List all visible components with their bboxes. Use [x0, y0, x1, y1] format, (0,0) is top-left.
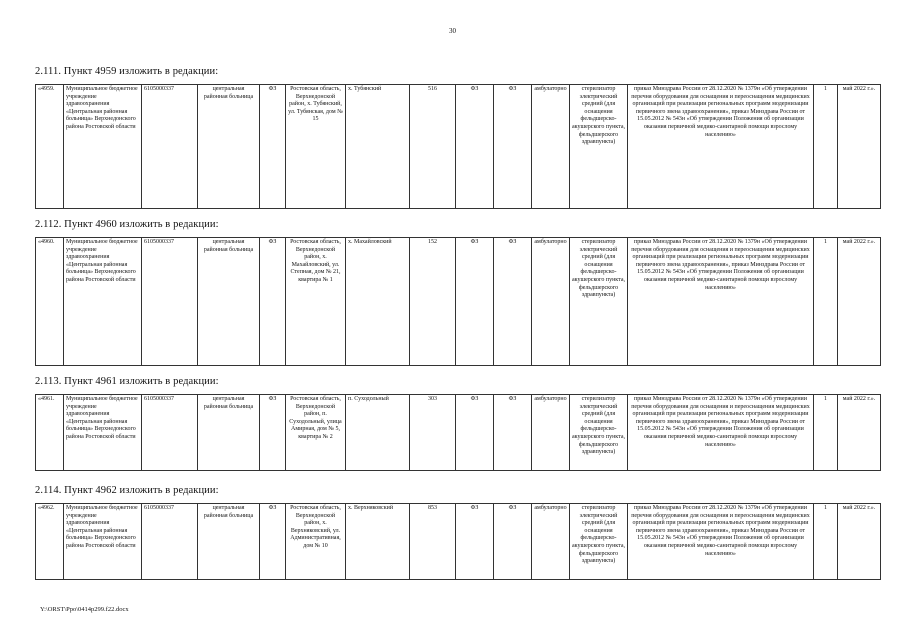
data-table	[35, 394, 881, 471]
order-reference: приказ Минздрава России от 28.12.2020 № 1379н «Об утверждении перечня оборудования для оснащения и переоснащения медицинских организаций при реализации региональных программ модернизации первичного звена здравоохранения», приказ Минздрава России от 15.05.2012 № 543н «Об утверждении Положения об организации оказания первичной медико-санитарной помощи взрослому населению»	[628, 85, 814, 209]
population-count: 853	[410, 504, 456, 580]
facility-type: центральная районная больница	[198, 504, 260, 580]
quantity-cell: 1	[814, 85, 838, 209]
care-type: амбулаторно	[532, 395, 570, 471]
inn-cell: 6105000337	[142, 85, 198, 209]
row-number: «4959.	[36, 85, 64, 209]
organization-name: Муниципальное бюджетное учреждение здравоохранения «Центральная районная больница» Верхнедонского района Ростовской области	[64, 395, 142, 471]
address-cell: Ростовская область, Верхнедонской район, х. Махайловский, ул. Степная, дом № 21, квартира № 1	[286, 238, 346, 366]
fz-cell: ФЗ	[456, 85, 494, 209]
table-row	[36, 504, 881, 580]
fz-cell: ФЗ	[494, 504, 532, 580]
table-section	[35, 503, 880, 580]
settlement-cell: х. Верхняковский	[346, 504, 410, 580]
inn-cell: 6105000337	[142, 395, 198, 471]
settlement-cell: п. Суходольный	[346, 395, 410, 471]
facility-type: центральная районная больница	[198, 85, 260, 209]
quantity-cell: 1	[814, 238, 838, 366]
fz-cell: ФЗ	[260, 238, 286, 366]
address-cell: Ростовская область, Верхнедонской район, п. Суходольный, улица Амирная, дом № 5, квартира № 2	[286, 395, 346, 471]
date-cell: май 2022 г.».	[838, 504, 881, 580]
order-reference: приказ Минздрава России от 28.12.2020 № 1379н «Об утверждении перечня оборудования для оснащения и переоснащения медицинских организаций при реализации региональных программ модернизации первичного звена здравоохранения», приказ Минздрава России от 15.05.2012 № 543н «Об утверждении Положения об организации оказания первичной медико-санитарной помощи взрослому населению»	[628, 504, 814, 580]
equipment-cell: стерилизатор электрический средний (для оснащения фельдшерско-акушерского пункта, фельдшерского здравпункта)	[570, 504, 628, 580]
date-cell: май 2022 г.».	[838, 395, 881, 471]
facility-type: центральная районная больница	[198, 238, 260, 366]
facility-type: центральная районная больница	[198, 395, 260, 471]
fz-cell: ФЗ	[494, 85, 532, 209]
fz-cell: ФЗ	[260, 395, 286, 471]
file-path-footer: Y:\ORST\Ppo\0414p299.f22.docx	[40, 606, 129, 613]
row-number: «4960.	[36, 238, 64, 366]
table-section	[35, 237, 880, 366]
address-cell: Ростовская область, Верхнедонской район, х. Верхняковский, ул. Административная, дом № 10	[286, 504, 346, 580]
care-type: амбулаторно	[532, 85, 570, 209]
organization-name: Муниципальное бюджетное учреждение здравоохранения «Центральная районная больница» Верхнедонского района Ростовской области	[64, 85, 142, 209]
quantity-cell: 1	[814, 395, 838, 471]
settlement-cell: х. Махайловский	[346, 238, 410, 366]
section-heading: 2.112. Пункт 4960 изложить в редакции:	[35, 219, 219, 230]
population-count: 516	[410, 85, 456, 209]
care-type: амбулаторно	[532, 504, 570, 580]
row-number: «4962.	[36, 504, 64, 580]
fz-cell: ФЗ	[494, 238, 532, 366]
page-number: 30	[449, 27, 456, 35]
section-heading: 2.114. Пункт 4962 изложить в редакции:	[35, 485, 219, 496]
organization-name: Муниципальное бюджетное учреждение здравоохранения «Центральная районная больница» Верхнедонского района Ростовской области	[64, 504, 142, 580]
inn-cell: 6105000337	[142, 504, 198, 580]
table-row	[36, 238, 881, 366]
population-count: 152	[410, 238, 456, 366]
order-reference: приказ Минздрава России от 28.12.2020 № 1379н «Об утверждении перечня оборудования для оснащения и переоснащения медицинских организаций при реализации региональных программ модернизации первичного звена здравоохранения», приказ Минздрава России от 15.05.2012 № 543н «Об утверждении Положения об организации оказания первичной медико-санитарной помощи взрослому населению»	[628, 238, 814, 366]
address-cell: Ростовская область, Верхнедонской район, х. Тубянский, ул. Тубянская, дом № 15	[286, 85, 346, 209]
equipment-cell: стерилизатор электрический средний (для оснащения фельдшерско-акушерского пункта, фельдшерского здравпункта)	[570, 238, 628, 366]
inn-cell: 6105000337	[142, 238, 198, 366]
fz-cell: ФЗ	[260, 504, 286, 580]
order-reference: приказ Минздрава России от 28.12.2020 № 1379н «Об утверждении перечня оборудования для оснащения и переоснащения медицинских организаций при реализации региональных программ модернизации первичного звена здравоохранения», приказ Минздрава России от 15.05.2012 № 543н «Об утверждении Положения об организации оказания первичной медико-санитарной помощи взрослому населению»	[628, 395, 814, 471]
data-table	[35, 237, 881, 366]
section-heading: 2.111. Пункт 4959 изложить в редакции:	[35, 66, 219, 77]
fz-cell: ФЗ	[456, 504, 494, 580]
section-heading: 2.113. Пункт 4961 изложить в редакции:	[35, 376, 219, 387]
equipment-cell: стерилизатор электрический средний (для оснащения фельдшерско-акушерского пункта, фельдшерского здравпункта)	[570, 395, 628, 471]
table-section	[35, 84, 880, 209]
table-section	[35, 394, 880, 471]
date-cell: май 2022 г.».	[838, 85, 881, 209]
equipment-cell: стерилизатор электрический средний (для оснащения фельдшерско-акушерского пункта, фельдшерского здравпункта)	[570, 85, 628, 209]
organization-name: Муниципальное бюджетное учреждение здравоохранения «Центральная районная больница» Верхнедонского района Ростовской области	[64, 238, 142, 366]
row-number: «4961.	[36, 395, 64, 471]
population-count: 303	[410, 395, 456, 471]
fz-cell: ФЗ	[456, 395, 494, 471]
fz-cell: ФЗ	[494, 395, 532, 471]
table-row	[36, 85, 881, 209]
settlement-cell: х. Тубянский	[346, 85, 410, 209]
care-type: амбулаторно	[532, 238, 570, 366]
fz-cell: ФЗ	[260, 85, 286, 209]
fz-cell: ФЗ	[456, 238, 494, 366]
date-cell: май 2022 г.».	[838, 238, 881, 366]
table-row	[36, 395, 881, 471]
data-table	[35, 503, 881, 580]
quantity-cell: 1	[814, 504, 838, 580]
data-table	[35, 84, 881, 209]
